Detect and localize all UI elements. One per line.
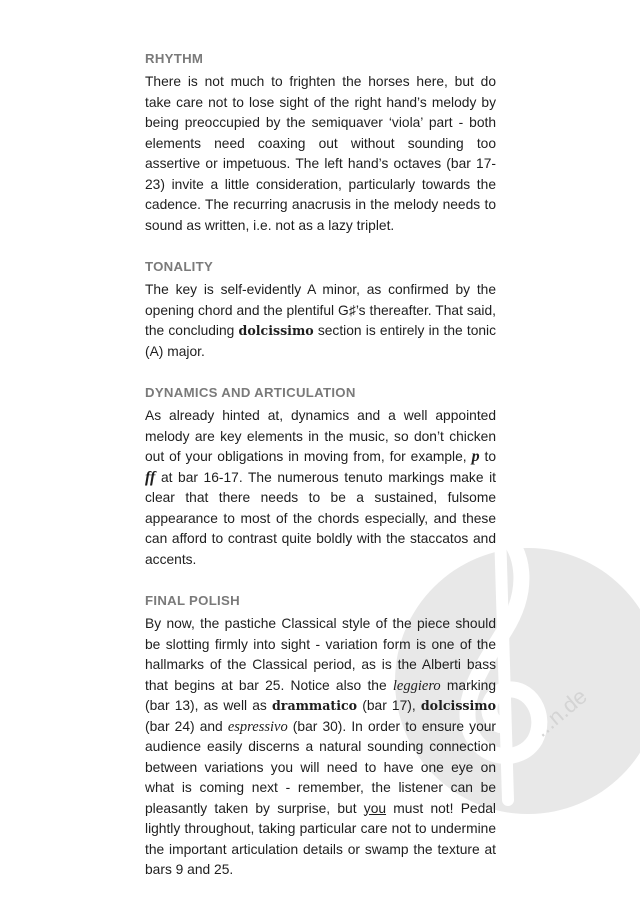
section-rhythm bbox=[145, 50, 496, 236]
section-dynamics bbox=[145, 384, 496, 570]
dynamic-marking: p bbox=[471, 448, 480, 465]
section-heading: FINAL POLISH bbox=[145, 593, 240, 608]
musical-term: dolcissimo bbox=[420, 698, 497, 713]
dynamic-marking: ff bbox=[145, 468, 156, 486]
section-paragraph: There is not much to frighten the horses here, but do take care not to lose sight of the right hand’s melody by being preoccupied by the semiquaver ‘viola’ part - both elements need coaxing out without sounding too assertive or impetuous. The left hand’s octaves (bar 17-23) invite a little consideration, particularly towards the cadence. The recurring anacrusis in the melody needs to sound as written, i.e. not as a lazy triplet. bbox=[145, 74, 496, 233]
section-paragraph: By now, the pastiche Classical style of the piece should be slotting firmly into sight - variation form is one of the hallmarks of the Classical period, as is the Alberti bass that begins at bar 25. Notice also the leggiero marking (bar 13), as well as drammatico (bar 17), dolcissimo (bar 24) and espressivo (bar 30). In order to ensure your audience easily discerns a natural sounding connection between variations you will need to have one eye on what is coming next - remember, the listener can be pleasantly taken by surprise, but you must not! Pedal lightly throughout, taking particular care not to undermine the important articulation details or swamp the texture at bars 9 and 25. bbox=[145, 616, 497, 877]
musical-term: drammatico bbox=[272, 698, 358, 713]
section-heading: TONALITY bbox=[145, 259, 214, 274]
emphasis: you bbox=[363, 800, 387, 816]
section-paragraph: As already hinted at, dynamics and a well appointed melody are key elements in the music, so don’t chicken out of your obligations in moving from, for example, p to ff at bar 16-17. The numerous tenuto markings make it clear that there needs to be a sustained, fulsome appearance to most of the chords especially, and these can afford to contrast quite boldly with the staccatos and accents. bbox=[145, 408, 496, 567]
document-page bbox=[145, 50, 496, 903]
section-paragraph: The key is self-evidently A minor, as confirmed by the opening chord and the plentiful G♯’s thereafter. That said, the concluding dolcissimo section is entirely in the tonic (A) major. bbox=[145, 282, 497, 359]
musical-term: leggiero bbox=[392, 677, 441, 694]
watermark-text: ...n.de bbox=[528, 683, 592, 742]
musical-term: dolcissimo bbox=[238, 323, 314, 338]
musical-term: espressivo bbox=[227, 718, 288, 735]
section-heading: DYNAMICS AND ARTICULATION bbox=[145, 385, 356, 400]
section-tonality bbox=[145, 258, 496, 362]
section-heading: RHYTHM bbox=[145, 51, 204, 66]
section-final-polish bbox=[145, 592, 496, 881]
